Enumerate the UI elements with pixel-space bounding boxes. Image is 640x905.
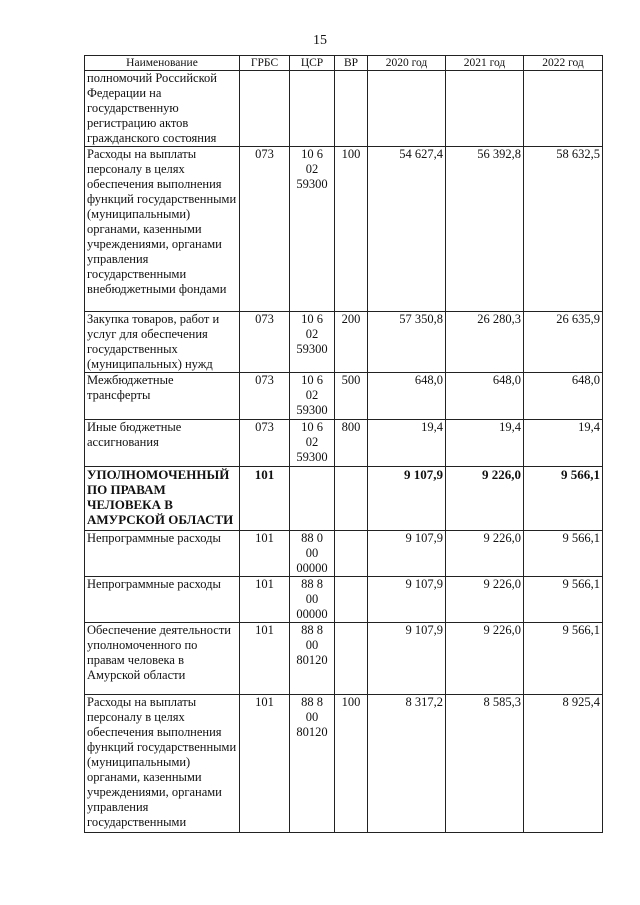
header-grbs: ГРБС: [240, 56, 290, 71]
table-row: [85, 420, 603, 467]
cell-2020: [368, 71, 446, 147]
header-vr: ВР: [335, 56, 368, 71]
cell-2021: 56 392,8: [446, 147, 524, 312]
cell-2022: 9 566,1: [524, 623, 603, 695]
cell-vr: 800: [335, 420, 368, 467]
cell-name: Непрограммные расходы: [85, 531, 240, 577]
cell-2021: 648,0: [446, 373, 524, 420]
cell-grbs: 101: [240, 623, 290, 695]
table-row: [85, 623, 603, 695]
cell-vr: [335, 531, 368, 577]
cell-name: УПОЛНОМОЧЕННЫЙ ПО ПРАВАМ ЧЕЛОВЕКА В АМУРСКОЙ ОБЛАСТИ: [85, 467, 240, 531]
cell-2022: 9 566,1: [524, 467, 603, 531]
cell-name: Обеспечение деятельности уполномоченного по правам человека в Амурской области: [85, 623, 240, 695]
cell-grbs: 101: [240, 695, 290, 833]
cell-grbs: 073: [240, 420, 290, 467]
cell-2020: 19,4: [368, 420, 446, 467]
header-2022: 2022 год: [524, 56, 603, 71]
table-row: [85, 71, 603, 147]
cell-csr: 10 6 02 59300: [290, 373, 335, 420]
header-2021: 2021 год: [446, 56, 524, 71]
cell-csr: 10 6 02 59300: [290, 312, 335, 373]
cell-vr: [335, 623, 368, 695]
cell-2022: 8 925,4: [524, 695, 603, 833]
budget-table: [84, 55, 603, 833]
cell-grbs: 073: [240, 147, 290, 312]
cell-2020: 8 317,2: [368, 695, 446, 833]
table-row: [85, 531, 603, 577]
cell-csr: 88 8 00 80120: [290, 695, 335, 833]
cell-vr: [335, 467, 368, 531]
cell-name: Расходы на выплаты персоналу в целях обеспечения выполнения функций государственными (муниципальными) органами, казенными учреждениями, органами управления государственными: [85, 695, 240, 833]
header-name: Наименование: [85, 56, 240, 71]
cell-name: Непрограммные расходы: [85, 577, 240, 623]
cell-grbs: 073: [240, 373, 290, 420]
cell-vr: 500: [335, 373, 368, 420]
cell-2020: 9 107,9: [368, 623, 446, 695]
cell-vr: 100: [335, 695, 368, 833]
cell-2021: 9 226,0: [446, 623, 524, 695]
cell-2021: 26 280,3: [446, 312, 524, 373]
cell-2020: 54 627,4: [368, 147, 446, 312]
cell-vr: 200: [335, 312, 368, 373]
cell-csr: 88 8 00 80120: [290, 623, 335, 695]
cell-2022: 9 566,1: [524, 531, 603, 577]
cell-2021: 9 226,0: [446, 577, 524, 623]
cell-2021: [446, 71, 524, 147]
cell-vr: [335, 577, 368, 623]
cell-name: Закупка товаров, работ и услуг для обеспечения государственных (муниципальных) нужд: [85, 312, 240, 373]
cell-csr: 88 0 00 00000: [290, 531, 335, 577]
cell-csr: 88 8 00 00000: [290, 577, 335, 623]
cell-2020: 9 107,9: [368, 577, 446, 623]
cell-name: полномочий Российской Федерации на государственную регистрацию актов гражданского состояния: [85, 71, 240, 147]
cell-grbs: 101: [240, 467, 290, 531]
cell-2020: 648,0: [368, 373, 446, 420]
cell-2022: 26 635,9: [524, 312, 603, 373]
cell-grbs: [240, 71, 290, 147]
cell-grbs: 101: [240, 531, 290, 577]
header-2020: 2020 год: [368, 56, 446, 71]
cell-2022: 19,4: [524, 420, 603, 467]
cell-grbs: 073: [240, 312, 290, 373]
cell-2020: 9 107,9: [368, 531, 446, 577]
cell-vr: [335, 71, 368, 147]
cell-csr: [290, 71, 335, 147]
cell-2021: 9 226,0: [446, 467, 524, 531]
page-number: 15: [313, 33, 327, 48]
cell-2020: 9 107,9: [368, 467, 446, 531]
cell-csr: 10 6 02 59300: [290, 420, 335, 467]
cell-2022: 648,0: [524, 373, 603, 420]
cell-2022: 9 566,1: [524, 577, 603, 623]
cell-name: Иные бюджетные ассигнования: [85, 420, 240, 467]
table-row: [85, 312, 603, 373]
table-row: [85, 695, 603, 833]
table-row: [85, 147, 603, 312]
header-csr: ЦСР: [290, 56, 335, 71]
table-row: [85, 577, 603, 623]
cell-name: Расходы на выплаты персоналу в целях обеспечения выполнения функций государственными (муниципальными) органами, казенными учреждениями, органами управления государственными внебюджетными фондами: [85, 147, 240, 312]
cell-2021: 19,4: [446, 420, 524, 467]
cell-grbs: 101: [240, 577, 290, 623]
table-header-row: [85, 56, 603, 71]
cell-name: Межбюджетные трансферты: [85, 373, 240, 420]
cell-vr: 100: [335, 147, 368, 312]
table-row: [85, 373, 603, 420]
cell-2021: 9 226,0: [446, 531, 524, 577]
cell-2021: 8 585,3: [446, 695, 524, 833]
cell-2022: 58 632,5: [524, 147, 603, 312]
cell-csr: 10 6 02 59300: [290, 147, 335, 312]
cell-2022: [524, 71, 603, 147]
cell-csr: [290, 467, 335, 531]
table-row: [85, 467, 603, 531]
cell-2020: 57 350,8: [368, 312, 446, 373]
